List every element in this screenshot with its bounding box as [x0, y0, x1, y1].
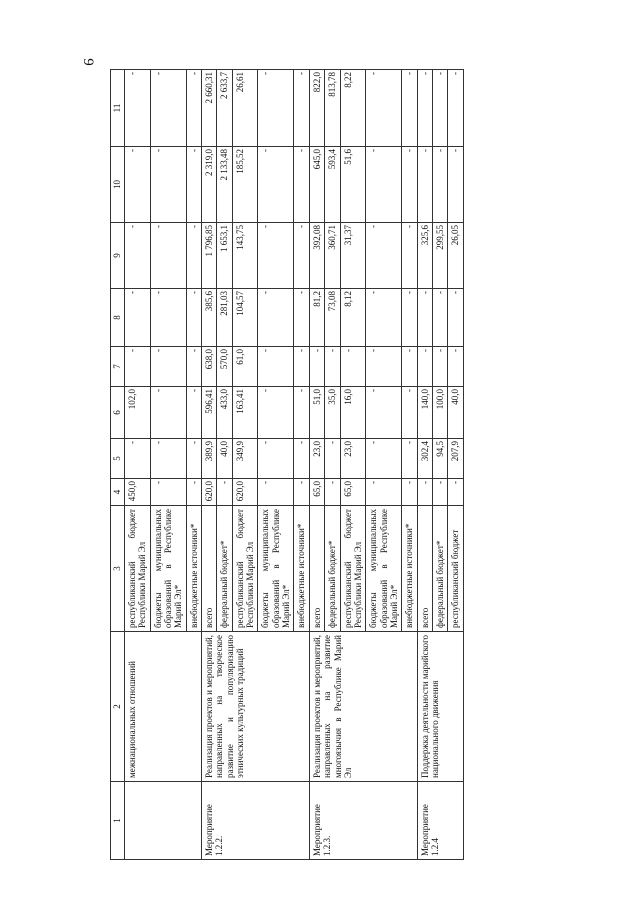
value-cell: - [366, 347, 402, 387]
column-header-11: 11 [111, 70, 125, 147]
value-cell: - [448, 147, 463, 223]
value-cell: - [186, 479, 201, 506]
column-header-1: 1 [111, 782, 125, 860]
value-cell: 102,0 [125, 387, 151, 439]
column-header-5: 5 [111, 439, 125, 479]
value-cell: - [417, 289, 432, 347]
value-cell: 299,55 [432, 223, 447, 289]
column-header-2: 2 [111, 632, 125, 782]
value-cell: - [258, 347, 294, 387]
value-cell: 450,0 [125, 479, 151, 506]
measure-code: Мероприятие 1.2.3. [309, 782, 417, 860]
value-cell: - [448, 479, 463, 506]
value-cell: 385,6 [202, 289, 217, 347]
value-cell: 61,0 [232, 347, 258, 387]
measure-name: Поддержка деятельности марийского национального движения [417, 632, 463, 782]
value-cell: - [186, 147, 201, 223]
funding-source: бюджеты муниципальных образований в Республике Марий Эл* [366, 506, 402, 632]
value-cell: - [294, 347, 309, 387]
value-cell: - [366, 223, 402, 289]
value-cell: - [258, 289, 294, 347]
funding-source: республиканский бюджет Республики Марий Эл [340, 506, 366, 632]
value-cell: 620,0 [202, 479, 217, 506]
value-cell: - [366, 70, 402, 147]
funding-source: бюджеты муниципальных образований в Республике Марий Эл* [150, 506, 186, 632]
measure-code [125, 782, 202, 860]
value-cell: 2 133,48 [217, 147, 232, 223]
funding-source: федеральный бюджет* [325, 506, 340, 632]
value-cell: 638,0 [202, 347, 217, 387]
budget-table [110, 69, 464, 860]
funding-source: федеральный бюджет* [217, 506, 232, 632]
value-cell: 35,0 [325, 387, 340, 439]
table-body [125, 70, 464, 860]
value-cell: 104,57 [232, 289, 258, 347]
value-cell: - [402, 70, 417, 147]
value-cell: - [186, 347, 201, 387]
value-cell: 8,22 [340, 70, 366, 147]
table-row [417, 70, 432, 860]
value-cell: - [448, 347, 463, 387]
value-cell: 143,75 [232, 223, 258, 289]
value-cell: - [366, 479, 402, 506]
funding-source: внебюджетные источники* [402, 506, 417, 632]
value-cell: 389,9 [202, 439, 217, 479]
value-cell: - [448, 70, 463, 147]
value-cell: 281,03 [217, 289, 232, 347]
value-cell: 645,0 [309, 147, 324, 223]
rotated-table-container [110, 70, 525, 860]
value-cell: - [402, 479, 417, 506]
value-cell: - [258, 70, 294, 147]
value-cell: - [186, 289, 201, 347]
value-cell: 302,4 [417, 439, 432, 479]
value-cell: - [125, 70, 151, 147]
value-cell: - [448, 289, 463, 347]
column-header-7: 7 [111, 347, 125, 387]
funding-source: республиканский бюджет Республики Марий Эл [232, 506, 258, 632]
measure-name: Реализация проектов и мероприятий, направленных на творческое развитие и популяризацию этнических культурных традиций [202, 632, 310, 782]
value-cell: - [294, 439, 309, 479]
value-cell: 73,08 [325, 289, 340, 347]
value-cell: 81,2 [309, 289, 324, 347]
value-cell: 2 319,0 [202, 147, 217, 223]
value-cell: - [294, 289, 309, 347]
value-cell: 1 796,85 [202, 223, 217, 289]
value-cell: 51,0 [309, 387, 324, 439]
value-cell: - [402, 289, 417, 347]
value-cell: - [417, 147, 432, 223]
value-cell: - [432, 347, 447, 387]
value-cell: 23,0 [340, 439, 366, 479]
funding-source: бюджеты муниципальных образований в Республике Марий Эл* [258, 506, 294, 632]
value-cell: - [150, 70, 186, 147]
value-cell: 26,61 [232, 70, 258, 147]
value-cell: - [258, 439, 294, 479]
value-cell: - [325, 479, 340, 506]
value-cell: - [402, 347, 417, 387]
value-cell: 140,0 [417, 387, 432, 439]
value-cell: - [258, 223, 294, 289]
value-cell: 31,37 [340, 223, 366, 289]
value-cell: - [340, 347, 366, 387]
value-cell: 163,41 [232, 387, 258, 439]
value-cell: - [125, 289, 151, 347]
measure-code: Мероприятие 1.2.4 [417, 782, 463, 860]
value-cell: - [294, 387, 309, 439]
value-cell: 65,0 [340, 479, 366, 506]
value-cell: 2 633,7 [217, 70, 232, 147]
value-cell: - [402, 147, 417, 223]
value-cell: 40,0 [448, 387, 463, 439]
funding-source: республиканский бюджет [448, 506, 463, 632]
value-cell: - [294, 147, 309, 223]
value-cell: - [432, 147, 447, 223]
value-cell: 40,0 [217, 439, 232, 479]
value-cell: - [366, 439, 402, 479]
value-cell: - [258, 147, 294, 223]
value-cell: - [366, 147, 402, 223]
funding-source: республиканский бюджет Республики Марий Эл [125, 506, 151, 632]
value-cell: 65,0 [309, 479, 324, 506]
value-cell: 392,08 [309, 223, 324, 289]
funding-source: федеральный бюджет* [432, 506, 447, 632]
value-cell: 23,0 [309, 439, 324, 479]
value-cell: 51,6 [340, 147, 366, 223]
value-cell: 207,9 [448, 439, 463, 479]
value-cell: - [150, 439, 186, 479]
value-cell: - [150, 479, 186, 506]
funding-source: всего [202, 506, 217, 632]
column-number-row [111, 70, 125, 860]
value-cell: - [432, 479, 447, 506]
measure-code: Мероприятие 1.2.2. [202, 782, 310, 860]
value-cell: - [186, 439, 201, 479]
measure-name: Реализация проектов и мероприятий, направленных на развитие многоязычия в Республике Марий Эл [309, 632, 417, 782]
value-cell: - [309, 347, 324, 387]
value-cell: 596,41 [202, 387, 217, 439]
value-cell: 349,9 [232, 439, 258, 479]
value-cell: 593,4 [325, 147, 340, 223]
value-cell: - [150, 347, 186, 387]
column-header-3: 3 [111, 506, 125, 632]
measure-name: межнациональных отношений [125, 632, 202, 782]
value-cell: 100,0 [432, 387, 447, 439]
value-cell: 813,78 [325, 70, 340, 147]
column-header-4: 4 [111, 479, 125, 506]
value-cell: - [125, 439, 151, 479]
value-cell: - [186, 70, 201, 147]
column-header-10: 10 [111, 147, 125, 223]
value-cell: 360,71 [325, 223, 340, 289]
funding-source: внебюджетные источники* [294, 506, 309, 632]
value-cell: - [366, 289, 402, 347]
value-cell: 620,0 [232, 479, 258, 506]
value-cell: - [125, 147, 151, 223]
value-cell: - [366, 387, 402, 439]
column-header-8: 8 [111, 289, 125, 347]
value-cell: - [125, 223, 151, 289]
value-cell: 325,6 [417, 223, 432, 289]
value-cell: - [432, 289, 447, 347]
value-cell: - [325, 439, 340, 479]
value-cell: - [402, 439, 417, 479]
column-header-9: 9 [111, 223, 125, 289]
table-row [125, 70, 151, 860]
value-cell: 570,0 [217, 347, 232, 387]
value-cell: 433,0 [217, 387, 232, 439]
value-cell: 185,52 [232, 147, 258, 223]
value-cell: 16,0 [340, 387, 366, 439]
value-cell: - [402, 387, 417, 439]
table-row [202, 70, 217, 860]
value-cell: - [150, 387, 186, 439]
value-cell: - [294, 479, 309, 506]
value-cell: - [186, 387, 201, 439]
page-number: 9 [80, 58, 96, 66]
value-cell: - [294, 223, 309, 289]
value-cell: - [417, 347, 432, 387]
column-header-6: 6 [111, 387, 125, 439]
value-cell: 1 653,1 [217, 223, 232, 289]
value-cell: - [125, 347, 151, 387]
value-cell: - [402, 223, 417, 289]
value-cell: - [217, 479, 232, 506]
value-cell: - [150, 223, 186, 289]
value-cell: - [150, 147, 186, 223]
value-cell: - [432, 70, 447, 147]
funding-source: всего [309, 506, 324, 632]
value-cell: - [417, 479, 432, 506]
value-cell: - [258, 387, 294, 439]
value-cell: 822,0 [309, 70, 324, 147]
value-cell: - [150, 289, 186, 347]
table-row [309, 70, 324, 860]
value-cell: 94,5 [432, 439, 447, 479]
value-cell: - [294, 70, 309, 147]
value-cell: 2 660,31 [202, 70, 217, 147]
funding-source: всего [417, 506, 432, 632]
funding-source: внебюджетные источники* [186, 506, 201, 632]
value-cell: - [258, 479, 294, 506]
value-cell: - [325, 347, 340, 387]
value-cell: 8,12 [340, 289, 366, 347]
value-cell: - [417, 70, 432, 147]
value-cell: - [186, 223, 201, 289]
value-cell: 26,05 [448, 223, 463, 289]
